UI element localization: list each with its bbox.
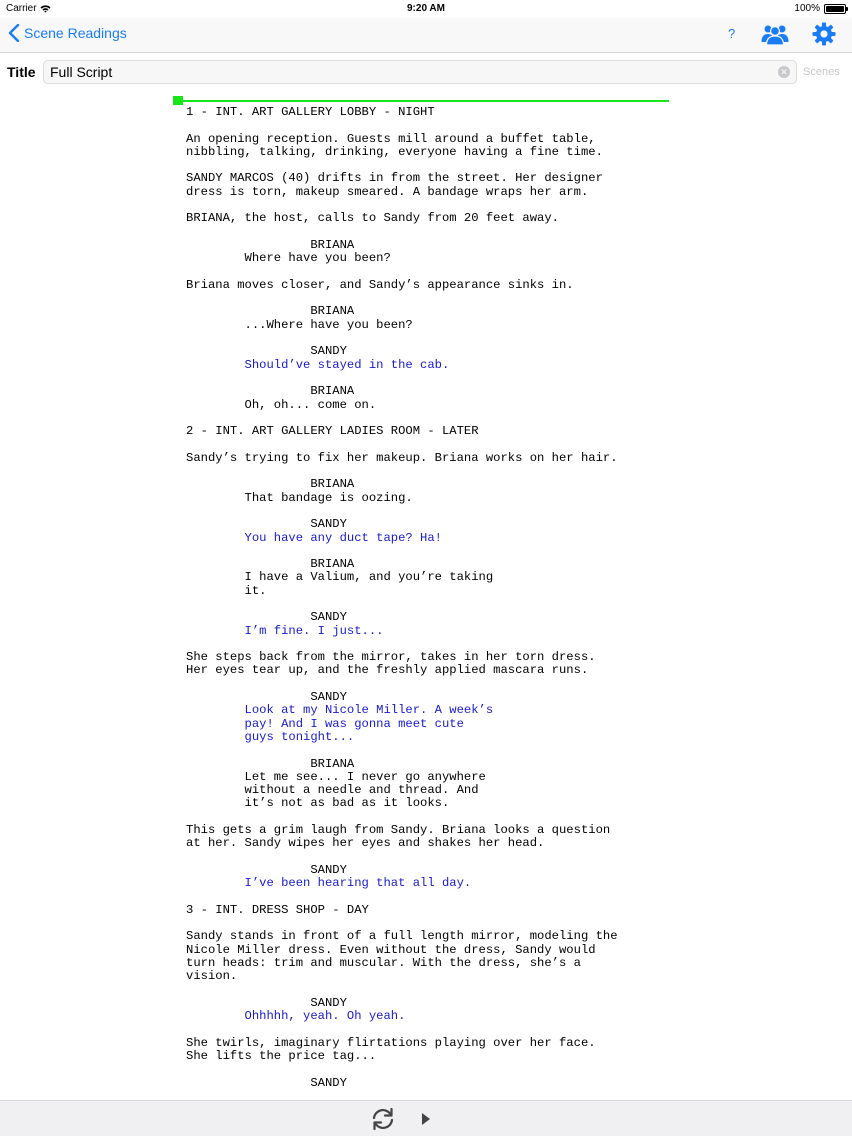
help-button[interactable]: ? — [728, 26, 736, 41]
title-label: Title — [7, 64, 36, 80]
script-line-other-dialogue: Let me see... I never go anywhere — [186, 769, 486, 784]
script-line-blank — [186, 917, 686, 930]
script-line-action: She twirls, imaginary flirtations playing over her face. — [186, 1035, 596, 1050]
clock: 9:20 AM — [407, 3, 445, 14]
script-line-character: BRIANA — [186, 756, 355, 771]
script-line-other-dialogue: I have a Valium, and you’re taking — [186, 570, 494, 585]
chevron-left-icon — [8, 24, 20, 42]
settings-button[interactable] — [812, 22, 836, 51]
script-line-action: Nicole Miller dress. Even without the dress, Sandy would — [186, 942, 596, 957]
battery-indicator — [794, 3, 846, 14]
script-progress-handle[interactable] — [173, 96, 183, 105]
script-line-action: She steps back from the mirror, takes in her torn dress. — [186, 650, 596, 665]
script-line-action: at her. Sandy wipes her eyes and shakes her head. — [186, 836, 545, 851]
script-line-my-dialogue: I’m fine. I just... — [186, 623, 384, 638]
script-line-action: Sandy’s trying to fix her makeup. Briana works on her hair. — [186, 450, 618, 465]
script-line-other-dialogue: ...Where have you been? — [186, 317, 413, 332]
script-line-blank — [186, 332, 686, 345]
script-text — [186, 106, 686, 1090]
script-line-my-dialogue: Ohhhhh, yeah. Oh yeah. — [186, 1009, 406, 1024]
script-line-my-dialogue: Should’ve stayed in the cab. — [186, 357, 450, 372]
scenes-button[interactable]: Scenes — [803, 66, 840, 78]
script-line-blank — [186, 266, 686, 279]
script-line-action: An opening reception. Guests mill around a buffet table, — [186, 131, 596, 146]
script-line-character: BRIANA — [186, 477, 355, 492]
script-line-blank — [186, 638, 686, 651]
script-line-character: SANDY — [186, 517, 347, 532]
script-line-blank — [186, 891, 686, 904]
script-line-action: BRIANA, the host, calls to Sandy from 20 feet away. — [186, 211, 559, 226]
back-button-label: Scene Readings — [24, 25, 127, 41]
title-row — [0, 54, 852, 90]
script-line-blank — [186, 744, 686, 757]
script-line-character: SANDY — [186, 344, 347, 359]
script-line-other-dialogue: without a needle and thread. And — [186, 783, 479, 798]
script-line-character: SANDY — [186, 862, 347, 877]
gear-icon — [812, 22, 836, 46]
navigation-bar — [0, 18, 852, 53]
script-line-blank — [186, 292, 686, 305]
script-line-blank — [186, 1063, 686, 1076]
script-line-action: This gets a grim laugh from Sandy. Briana looks a question — [186, 823, 611, 838]
script-line-my-dialogue: guys tonight... — [186, 729, 355, 744]
script-line-heading: 2 - INT. ART GALLERY LADIES ROOM - LATER — [186, 424, 479, 439]
script-line-other-dialogue: it’s not as bad as it looks. — [186, 796, 450, 811]
play-button[interactable] — [421, 1112, 431, 1131]
script-line-blank — [186, 984, 686, 997]
script-progress-line — [173, 100, 669, 102]
script-line-my-dialogue: Look at my Nicole Miller. A week’s — [186, 703, 494, 718]
script-line-blank — [186, 412, 686, 425]
script-line-blank — [186, 505, 686, 518]
script-line-action: Sandy stands in front of a full length mirror, modeling the — [186, 929, 618, 944]
carrier-label: Carrier — [6, 3, 37, 14]
script-line-other-dialogue: it. — [186, 583, 267, 598]
script-line-action: vision. — [186, 969, 238, 984]
refresh-button[interactable] — [370, 1107, 396, 1136]
script-line-blank — [186, 598, 686, 611]
script-line-character: BRIANA — [186, 384, 355, 399]
script-line-action: dress is torn, makeup smeared. A bandage wraps her arm. — [186, 184, 589, 199]
script-line-action: Briana moves closer, and Sandy’s appearance sinks in. — [186, 277, 574, 292]
script-line-my-dialogue: You have any duct tape? Ha! — [186, 530, 442, 545]
script-line-character: SANDY — [186, 610, 347, 625]
script-line-blank — [186, 851, 686, 864]
script-line-blank — [186, 465, 686, 478]
back-button[interactable] — [8, 24, 127, 42]
script-line-action: Her eyes tear up, and the freshly applied mascara runs. — [186, 663, 589, 678]
script-line-character: SANDY — [186, 1075, 347, 1090]
refresh-icon — [370, 1107, 396, 1131]
script-line-my-dialogue: pay! And I was gonna meet cute — [186, 716, 464, 731]
script-line-blank — [186, 119, 686, 132]
script-line-blank — [186, 1023, 686, 1036]
script-line-character: BRIANA — [186, 557, 355, 572]
script-line-action: nibbling, talking, drinking, everyone having a fine time. — [186, 144, 603, 159]
people-icon — [760, 22, 790, 46]
title-input[interactable] — [43, 60, 797, 84]
status-bar — [0, 0, 852, 18]
script-line-heading: 1 - INT. ART GALLERY LOBBY - NIGHT — [186, 105, 435, 119]
script-line-character: SANDY — [186, 995, 347, 1010]
script-line-blank — [186, 811, 686, 824]
script-line-action: She lifts the price tag... — [186, 1049, 377, 1064]
people-button[interactable] — [760, 22, 790, 51]
script-line-character: BRIANA — [186, 237, 355, 252]
script-line-action: SANDY MARCOS (40) drifts in from the street. Her designer — [186, 171, 603, 186]
script-line-blank — [186, 438, 686, 451]
script-line-my-dialogue: I’ve been hearing that all day. — [186, 876, 472, 891]
script-line-heading: 3 - INT. DRESS SHOP - DAY — [186, 902, 369, 917]
script-line-other-dialogue: That bandage is oozing. — [186, 490, 413, 505]
script-line-character: SANDY — [186, 690, 347, 705]
battery-percent: 100% — [794, 3, 820, 14]
battery-icon — [824, 4, 846, 14]
script-line-blank — [186, 226, 686, 239]
script-line-blank — [186, 159, 686, 172]
play-icon — [421, 1112, 431, 1126]
script-line-blank — [186, 545, 686, 558]
script-line-blank — [186, 372, 686, 385]
script-line-other-dialogue: Oh, oh... come on. — [186, 397, 377, 412]
script-line-character: BRIANA — [186, 304, 355, 319]
script-line-blank — [186, 678, 686, 691]
script-line-blank — [186, 199, 686, 212]
bottom-toolbar — [0, 1100, 852, 1136]
script-line-other-dialogue: Where have you been? — [186, 251, 391, 266]
script-line-action: turn heads: trim and muscular. With the dress, she’s a — [186, 956, 581, 970]
clear-text-icon[interactable]: ✕ — [778, 66, 790, 78]
